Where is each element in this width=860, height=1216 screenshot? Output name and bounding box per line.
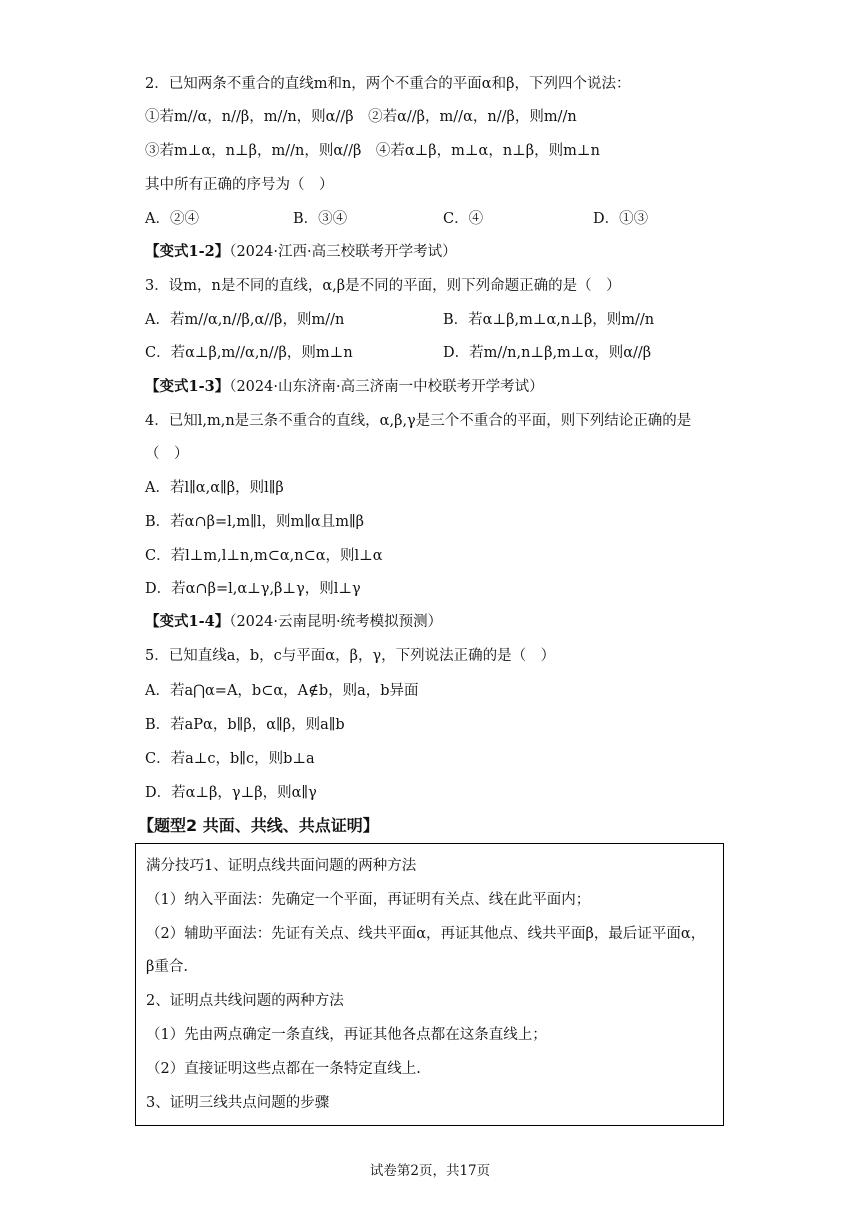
variant-1-3-header xyxy=(145,377,544,397)
q4-option-a: A．若l∥α,α∥β，则l∥β xyxy=(145,480,284,496)
q2-option-c: C．④ xyxy=(443,211,484,227)
q3-stem: 3．设m，n是不同的直线，α,β是不同的平面，则下列命题正确的是（ ） xyxy=(145,278,621,294)
q4-paren: （ ） xyxy=(145,446,189,462)
q4-option-c: C．若l⊥m,l⊥n,m⊂α,n⊂α，则l⊥α xyxy=(145,548,383,564)
q2-stem: 2．已知两条不重合的直线m和n，两个不重合的平面α和β，下列四个说法： xyxy=(145,76,631,92)
q5-stem: 5．已知直线a，b，c与平面α，β，γ，下列说法正确的是（ ） xyxy=(145,648,556,664)
variant-1-2-header xyxy=(145,242,457,262)
tips-line-8: 3、证明三线共点问题的步骤 xyxy=(146,1095,330,1111)
page-footer: 试卷第2页，共17页 xyxy=(369,1163,491,1179)
section-title: 【题型2 共面、共线、共点证明】 xyxy=(138,816,379,835)
tips-line-2: （1）纳入平面法：先确定一个平面，再证明有关点、线在此平面内； xyxy=(146,892,591,908)
tips-line-5: 2、证明点共线问题的两种方法 xyxy=(146,993,344,1009)
variant-source: （2024·江西·高三校联考开学考试） xyxy=(229,244,457,260)
variant-tag: 【变式1-3】 xyxy=(145,378,230,395)
variant-source: （2024·山东济南·高三济南一中校联考开学考试） xyxy=(229,379,544,395)
q3-option-b: B．若α⊥β,m⊥α,n⊥β，则m//n xyxy=(443,312,655,328)
q4-option-d: D．若α∩β=l,α⊥γ,β⊥γ，则l⊥γ xyxy=(145,581,361,597)
variant-source: （2024·云南昆明·统考模拟预测） xyxy=(229,614,443,630)
q2-option-d: D．①③ xyxy=(593,211,649,227)
variant-tag: 【变式1-4】 xyxy=(145,613,230,630)
q2-statements-3-4: ③若m⊥α，n⊥β，m//n，则α//β ④若α⊥β，m⊥α，n⊥β，则m⊥n xyxy=(145,143,600,159)
variant-tag: 【变式1-2】 xyxy=(145,243,230,260)
tips-line-7: （2）直接证明这些点都在一条特定直线上. xyxy=(146,1061,421,1077)
q2-option-b: B．③④ xyxy=(293,211,348,227)
variant-1-4-header xyxy=(145,612,442,632)
tips-line-1: 满分技巧1、证明点线共面问题的两种方法 xyxy=(146,858,417,874)
tips-box xyxy=(135,843,724,1126)
q2-statements-1-2: ①若m//α，n//β，m//n，则α//β ②若α//β，m//α，n//β，则m//n xyxy=(145,109,577,125)
tips-line-3: （2）辅助平面法：先证有关点、线共平面α，再证其他点、线共平面β，最后证平面α， xyxy=(146,926,706,942)
q2-question: 其中所有正确的序号为（ ） xyxy=(145,177,334,193)
q5-option-d: D．若α⊥β，γ⊥β，则α∥γ xyxy=(145,785,317,801)
q3-option-d: D．若m//n,n⊥β,m⊥α，则α//β xyxy=(443,345,652,361)
q5-option-c: C．若a⊥c，b∥c，则b⊥a xyxy=(145,751,315,767)
q3-option-c: C．若α⊥β,m//α,n//β，则m⊥n xyxy=(145,345,353,361)
q3-option-a: A．若m//α,n//β,α//β，则m//n xyxy=(145,312,345,328)
q5-option-a: A．若a⋂α=A，b⊂α，A∉b，则a，b异面 xyxy=(145,683,419,699)
q4-option-b: B．若α∩β=l,m∥l，则m∥α且m∥β xyxy=(145,514,365,530)
tips-line-6: （1）先由两点确定一条直线，再证其他各点都在这条直线上； xyxy=(146,1027,547,1043)
q2-option-a: A．②④ xyxy=(145,211,199,227)
tips-line-4: β重合. xyxy=(146,959,188,975)
q4-stem: 4．已知l,m,n是三条不重合的直线，α,β,γ是三个不重合的平面，则下列结论正确的是 xyxy=(145,413,692,429)
q5-option-b: B．若aΡα，b∥β，α∥β，则a∥b xyxy=(145,717,345,733)
